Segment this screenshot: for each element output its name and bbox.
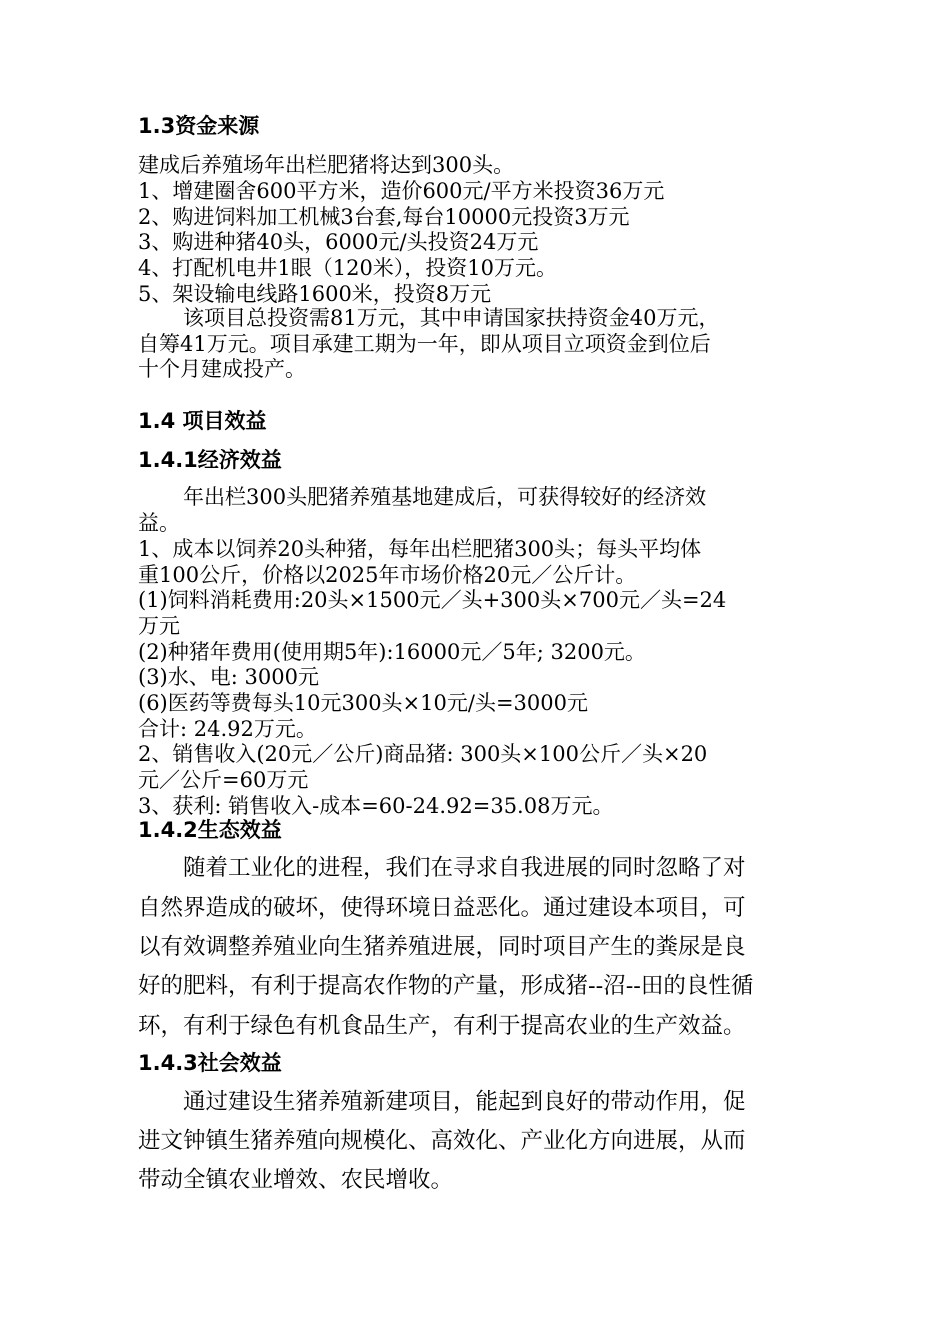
text-line: 通过建设生猪养殖新建项目，能起到良好的带动作用，促 bbox=[183, 1089, 746, 1115]
heading-1-4: 1.4 项目效益 bbox=[138, 409, 267, 433]
text-line: (2)种猪年费用(使用期5年):16000元／5年; 3200元。 bbox=[138, 640, 646, 664]
text-line: 1、增建圈舍600平方米，造价600元/平方米投资36万元 bbox=[138, 179, 665, 203]
text-line: 5、架设输电线路1600米，投资8万元 bbox=[138, 282, 492, 306]
heading-1-4-1: 1.4.1经济效益 bbox=[138, 448, 282, 472]
text-line: (3)水、电: 3000元 bbox=[138, 665, 319, 689]
text-line: (1)饲料消耗费用:20头×1500元／头+300头×700元／头=24 bbox=[138, 588, 727, 612]
text-line: 2、销售收入(20元／公斤)商品猪: 300头×100公斤／头×20 bbox=[138, 742, 708, 766]
text-line: 以有效调整养殖业向生猪养殖进展，同时项目产生的粪尿是良 bbox=[138, 934, 746, 960]
text-line: 元／公斤=60万元 bbox=[138, 768, 309, 792]
text-line: 万元 bbox=[138, 614, 180, 638]
text-line: 自筹41万元。项目承建工期为一年，即从项目立项资金到位后 bbox=[138, 332, 711, 356]
text-line: 年出栏300头肥猪养殖基地建成后，可获得较好的经济效 bbox=[183, 485, 707, 509]
heading-1-3: 1.3资金来源 bbox=[138, 114, 260, 138]
text-line: (6)医药等费每头10元300头×10元/头=3000元 bbox=[138, 691, 588, 715]
text-line: 2、购进饲料加工机械3台套,每台10000元投资3万元 bbox=[138, 205, 630, 229]
text-line: 进文钟镇生猪养殖向规模化、高效化、产业化方向进展，从而 bbox=[138, 1128, 746, 1154]
text-line: 重100公斤，价格以2025年市场价格20元／公斤计。 bbox=[138, 563, 637, 587]
text-line: 随着工业化的进程，我们在寻求自我进展的同时忽略了对 bbox=[183, 855, 746, 881]
text-line: 自然界造成的破坏，使得环境日益恶化。通过建设本项目，可 bbox=[138, 895, 746, 921]
text-line: 该项目总投资需81万元，其中申请国家扶持资金40万元， bbox=[183, 306, 720, 330]
text-line: 3、获利: 销售收入-成本=60-24.92=35.08万元。 bbox=[138, 794, 614, 818]
text-line: 1、成本以饲养20头种猪，每年出栏肥猪300头；每头平均体 bbox=[138, 537, 702, 561]
text-line: 合计: 24.92万元。 bbox=[138, 717, 317, 741]
text-line: 环，有利于绿色有机食品生产，有利于提高农业的生产效益。 bbox=[138, 1013, 746, 1039]
text-line: 3、购进种猪40头，6000元/头投资24万元 bbox=[138, 230, 539, 254]
text-line: 4、打配机电井1眼（120米），投资10万元。 bbox=[138, 256, 558, 280]
text-line: 建成后养殖场年出栏肥猪将达到300头。 bbox=[138, 153, 515, 177]
heading-1-4-3: 1.4.3社会效益 bbox=[138, 1051, 282, 1075]
text-line: 益。 bbox=[138, 511, 180, 535]
text-line: 好的肥料，有利于提高农作物的产量，形成猪--沼--田的良性循 bbox=[138, 973, 754, 999]
heading-1-4-2: 1.4.2生态效益 bbox=[138, 818, 282, 842]
text-line: 十个月建成投产。 bbox=[138, 357, 306, 381]
text-line: 带动全镇农业增效、农民增收。 bbox=[138, 1167, 454, 1193]
